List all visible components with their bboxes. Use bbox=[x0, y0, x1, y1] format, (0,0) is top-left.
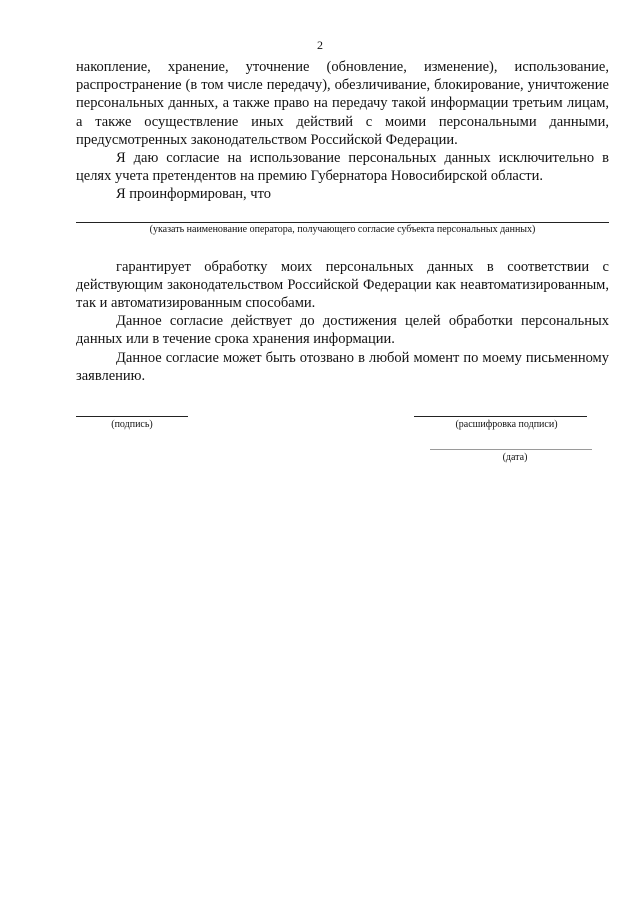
paragraph-processing-actions: накопление, хранение, уточнение (обновление, изменение), использование, распространение (в том числе передачу), обезличивание, блокирование, уничтожение персональных данных, а также право на передачу такой информации третьим лицам, а также осуществление иных действий с моими персональными данными, предусмотренных законодательством Российской Федерации. bbox=[76, 59, 609, 148]
document-body bbox=[76, 58, 609, 385]
paragraph-revocation: Данное согласие может быть отозвано в любой момент по моему письменному заявлению. bbox=[76, 349, 609, 384]
signature-decoding-line bbox=[414, 416, 587, 417]
paragraph-validity: Данное согласие действует до достижения целей обработки персональных данных или в течение срока хранения информации. bbox=[76, 313, 609, 348]
paragraph-guarantee: гарантирует обработку моих персональных данных в соответствии с действующим законодательством Российской Федерации как неавтоматизированным, так и автоматизированным способами. bbox=[76, 258, 609, 312]
paragraph-informed: Я проинформирован, что bbox=[116, 186, 271, 203]
date-caption: (дата) bbox=[502, 452, 528, 463]
operator-caption: (указать наименование оператора, получающего согласие субъекта персональных данных) bbox=[149, 223, 536, 235]
operator-name-line bbox=[76, 222, 609, 223]
signature-decoding-caption: (расшифровка подписи) bbox=[455, 419, 558, 430]
signature-caption: (подпись) bbox=[111, 419, 153, 430]
page-number: 2 bbox=[317, 38, 323, 52]
paragraph-consent-purpose: Я даю согласие на использование персональных данных исключительно в целях учета претендентов на премию Губернатора Новосибирской области. bbox=[76, 150, 609, 185]
signature-line bbox=[76, 416, 188, 417]
date-line bbox=[430, 449, 592, 450]
